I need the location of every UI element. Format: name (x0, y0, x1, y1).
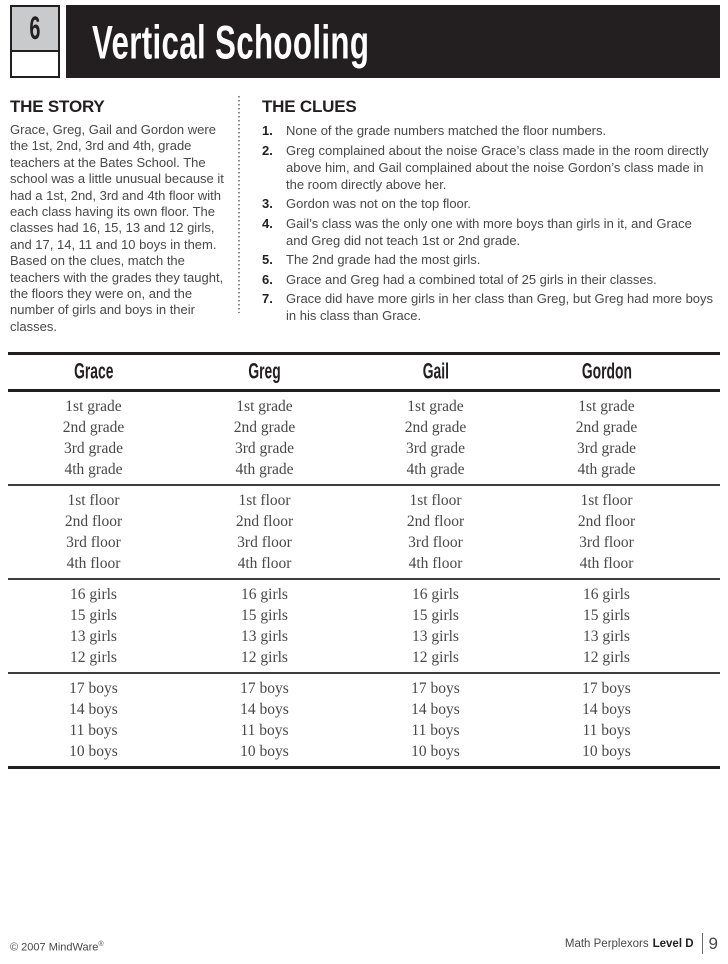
clue-item (262, 251, 714, 268)
option: 13 girls (241, 628, 288, 645)
clue-number: 2. (262, 142, 273, 158)
option: 16 girls (70, 586, 117, 603)
clue-number: 5. (262, 252, 273, 267)
clue-number: 4. (262, 215, 273, 231)
story-text: Grace, Greg, Gail and Gordon were the 1st, 2nd, 3rd and 4th, grade teachers at the Bates School. The school was a little unusual because it had a 1st, 2nd, 3rd and 4th floor with each class having its own floor. The classes had 16, 15, 13 and 12 girls, and 17, 14, 11 and 10 boys in them. Based on the clues, match the teachers with the grades they taught, the floors they were on, and the number of girls and boys in their classes. (10, 122, 224, 334)
option: 13 girls (70, 628, 117, 645)
story-section (10, 97, 236, 335)
table-body (8, 392, 720, 769)
cell-gail-boys (350, 678, 521, 762)
option: 15 girls (70, 607, 117, 624)
option: 13 girls (412, 628, 459, 645)
column-header-label: Gail (422, 359, 449, 384)
option: 12 girls (241, 649, 288, 666)
clue-text: Grace and Greg had a combined total of 25 girls in their classes. (286, 271, 657, 287)
option: 2nd grade (575, 419, 638, 436)
clue-item (262, 142, 714, 193)
clue-text: The 2nd grade had the most girls. (286, 252, 481, 267)
option: 2nd floor (406, 513, 465, 530)
clues-heading: THE CLUES (262, 97, 357, 116)
column-header-label: Gordon (581, 359, 632, 384)
options-table (8, 352, 720, 769)
option: 1st floor (67, 492, 120, 509)
series-level: Level D (652, 937, 694, 950)
option: 4th grade (406, 461, 465, 478)
clue-text: Greg complained about the noise Grace’s class made in the room directly above him, and Gail complained about the noise Gordon’s class made in the room directly above her. (286, 142, 709, 192)
column-header-greg (179, 360, 350, 384)
option: 14 boys (240, 701, 289, 718)
series-name: Math Perplexors (564, 937, 649, 950)
option: 3rd grade (235, 440, 294, 457)
option: 10 boys (69, 743, 118, 760)
option: 3rd grade (406, 440, 465, 457)
option: 4th floor (237, 555, 292, 572)
clues-section (262, 97, 714, 327)
cell-gordon-floors (521, 490, 692, 574)
cell-grace-girls (8, 584, 179, 668)
option: 4th grade (577, 461, 636, 478)
option: 1st grade (407, 398, 464, 415)
option: 14 boys (69, 701, 118, 718)
column-header-gail (350, 360, 521, 384)
option: 1st floor (238, 492, 291, 509)
clues-list (262, 122, 714, 324)
clue-item (262, 122, 714, 139)
option: 16 girls (583, 586, 630, 603)
option: 4th floor (408, 555, 463, 572)
option: 15 girls (241, 607, 288, 624)
option: 15 girls (412, 607, 459, 624)
option: 1st floor (580, 492, 633, 509)
page-number: 9 (708, 933, 718, 953)
column-header-grace (8, 360, 179, 384)
option: 2nd grade (404, 419, 467, 436)
puzzle-number-badge (10, 5, 60, 78)
option: 3rd floor (66, 534, 121, 551)
cell-gordon-grades (521, 396, 692, 480)
option: 16 girls (241, 586, 288, 603)
table-names-row (8, 355, 720, 389)
option: 2nd floor (577, 513, 636, 530)
section-floors (8, 486, 720, 578)
option: 11 boys (69, 722, 118, 739)
option: 13 girls (583, 628, 630, 645)
cell-gordon-girls (521, 584, 692, 668)
story-heading: THE STORY (10, 97, 105, 116)
cell-gail-girls (350, 584, 521, 668)
cell-greg-boys (179, 678, 350, 762)
page-header (8, 5, 720, 78)
cell-grace-grades (8, 396, 179, 480)
option: 10 boys (582, 743, 631, 760)
clue-text: None of the grade numbers matched the floor numbers. (286, 123, 607, 138)
clue-number: 6. (262, 271, 273, 287)
cell-greg-grades (179, 396, 350, 480)
footer-right (565, 933, 718, 954)
option: 1st grade (236, 398, 293, 415)
option: 14 boys (582, 701, 631, 718)
option: 12 girls (70, 649, 117, 666)
section-grades (8, 392, 720, 484)
option: 4th floor (66, 555, 121, 572)
copyright (10, 941, 104, 954)
section-girls (8, 580, 720, 672)
option: 4th grade (235, 461, 294, 478)
clue-number: 1. (262, 123, 273, 138)
option: 11 boys (240, 722, 289, 739)
option: 17 boys (582, 680, 631, 697)
section-boys (8, 674, 720, 766)
option: 3rd floor (579, 534, 634, 551)
clue-item (262, 271, 714, 288)
cell-greg-girls (179, 584, 350, 668)
option: 4th grade (64, 461, 123, 478)
option: 14 boys (411, 701, 460, 718)
option: 1st grade (578, 398, 635, 415)
clue-text: Grace did have more girls in her class than Greg, but Greg had more boys in his class than Grace. (286, 291, 714, 323)
registered-mark: ® (98, 941, 104, 948)
option: 2nd floor (235, 513, 294, 530)
clue-number: 7. (262, 291, 273, 306)
option: 1st floor (409, 492, 462, 509)
option: 17 boys (411, 680, 460, 697)
option: 3rd grade (64, 440, 123, 457)
puzzle-number: 6 (29, 9, 41, 47)
option: 12 girls (583, 649, 630, 666)
copyright-text: © 2007 MindWare (10, 941, 99, 954)
option: 15 girls (583, 607, 630, 624)
option: 10 boys (411, 743, 460, 760)
cell-grace-boys (8, 678, 179, 762)
option: 10 boys (240, 743, 289, 760)
clue-item (262, 215, 714, 249)
option: 2nd floor (64, 513, 123, 530)
option: 11 boys (582, 722, 631, 739)
clue-number: 3. (262, 196, 273, 211)
puzzle-number-box (12, 7, 58, 52)
cell-gail-grades (350, 396, 521, 480)
cell-gordon-boys (521, 678, 692, 762)
option: 3rd floor (408, 534, 463, 551)
cell-grace-floors (8, 490, 179, 574)
option: 11 boys (411, 722, 460, 739)
option: 4th floor (579, 555, 634, 572)
clue-item (262, 195, 714, 212)
option: 2nd grade (62, 419, 125, 436)
cell-gail-floors (350, 490, 521, 574)
option: 17 boys (240, 680, 289, 697)
option: 2nd grade (233, 419, 296, 436)
option: 1st grade (65, 398, 122, 415)
cell-greg-floors (179, 490, 350, 574)
option: 3rd grade (577, 440, 636, 457)
page-title: Vertical Schooling (92, 14, 370, 69)
clue-text: Gordon was not on the top floor. (286, 196, 472, 211)
table-bottom-rule (8, 766, 720, 769)
clue-item (262, 290, 714, 324)
option: 3rd floor (237, 534, 292, 551)
column-header-label: Grace (73, 359, 114, 384)
column-header-label: Greg (248, 359, 281, 384)
option: 16 girls (412, 586, 459, 603)
option: 17 boys (69, 680, 118, 697)
page-number-divider (702, 933, 703, 954)
dotted-divider (238, 96, 240, 313)
clue-text: Gail’s class was the only one with more boys than girls in it, and Grace and Greg did not teach 1st or 2nd grade. (286, 215, 692, 248)
title-bar (66, 5, 720, 78)
column-header-gordon (521, 360, 692, 384)
option: 12 girls (412, 649, 459, 666)
